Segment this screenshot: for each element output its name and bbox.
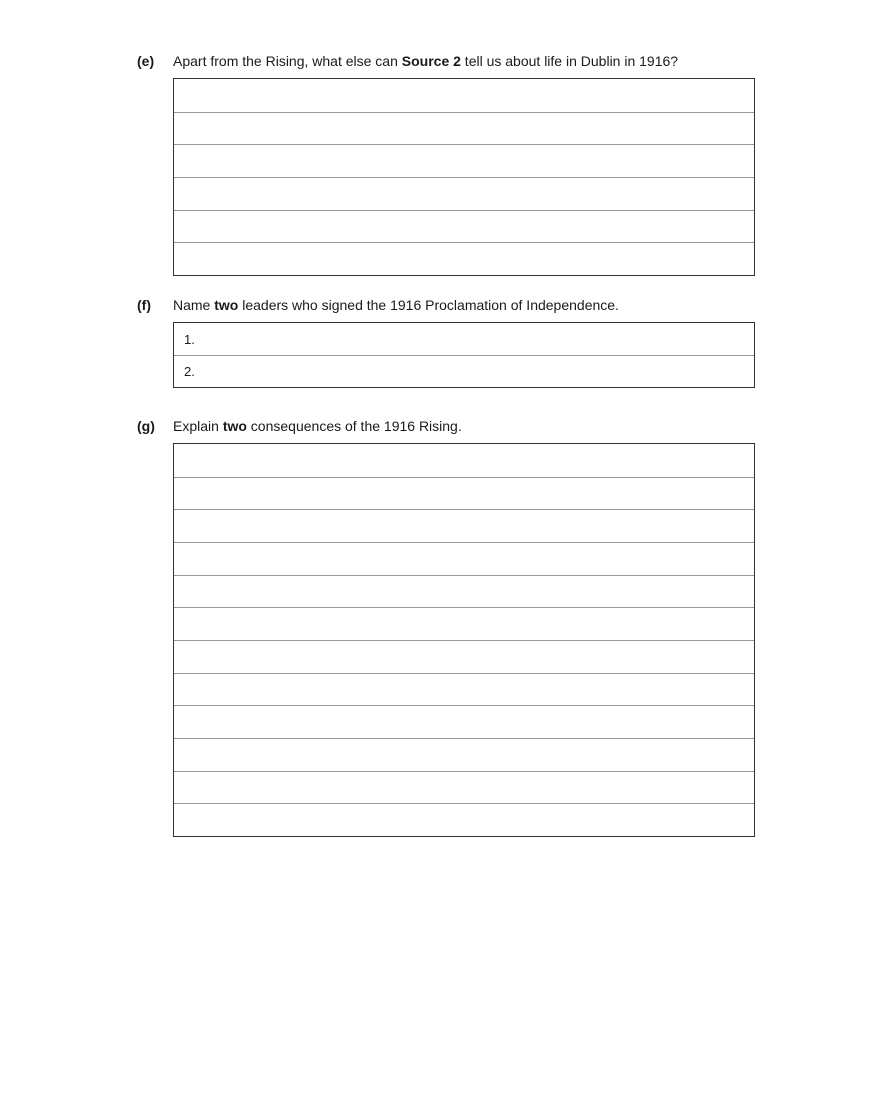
answer-line-g-6[interactable] xyxy=(174,607,754,640)
answer-line-e-4[interactable] xyxy=(174,177,754,210)
answer-line-f-2-number: 2. xyxy=(184,363,195,379)
answer-line-g-1[interactable] xyxy=(174,444,754,477)
answer-line-g-9[interactable] xyxy=(174,705,754,738)
answer-box-f[interactable] xyxy=(173,322,755,388)
question-e-text xyxy=(173,53,678,69)
question-f-text xyxy=(173,297,619,313)
answer-line-g-2[interactable] xyxy=(174,477,754,510)
question-f-text-post: leaders who signed the 1916 Proclamation of Independence. xyxy=(238,297,619,313)
question-g-text-bold: two xyxy=(222,418,247,434)
answer-box-e[interactable] xyxy=(173,78,755,276)
answer-line-g-3[interactable] xyxy=(174,509,754,542)
question-e-label: (e) xyxy=(137,53,155,69)
question-g-label: (g) xyxy=(137,418,155,434)
question-g-text-pre: Explain xyxy=(173,418,223,434)
question-f-text-bold: two xyxy=(214,297,239,313)
answer-line-e-5[interactable] xyxy=(174,210,754,243)
answer-line-g-4[interactable] xyxy=(174,542,754,575)
answer-line-e-3[interactable] xyxy=(174,144,754,177)
answer-line-g-8[interactable] xyxy=(174,673,754,706)
answer-line-e-2[interactable] xyxy=(174,112,754,145)
answer-line-g-10[interactable] xyxy=(174,738,754,771)
answer-line-g-5[interactable] xyxy=(174,575,754,608)
question-g-text xyxy=(173,418,462,434)
answer-box-g[interactable] xyxy=(173,443,755,837)
question-e-text-pre: Apart from the Rising, what else can xyxy=(173,53,402,69)
answer-line-g-11[interactable] xyxy=(174,771,754,804)
answer-line-g-12[interactable] xyxy=(174,803,754,836)
question-e-text-bold: Source 2 xyxy=(401,53,461,69)
answer-line-f-1[interactable] xyxy=(174,323,754,355)
answer-line-e-1[interactable] xyxy=(174,79,754,112)
question-g-text-post: consequences of the 1916 Rising. xyxy=(246,418,462,434)
answer-line-f-1-number: 1. xyxy=(184,331,195,347)
answer-line-g-7[interactable] xyxy=(174,640,754,673)
answer-line-e-6[interactable] xyxy=(174,242,754,275)
question-f-text-pre: Name xyxy=(173,297,215,313)
question-f-label: (f) xyxy=(137,297,151,313)
question-e-text-post: tell us about life in Dublin in 1916? xyxy=(460,53,679,69)
answer-line-f-2[interactable] xyxy=(174,355,754,386)
